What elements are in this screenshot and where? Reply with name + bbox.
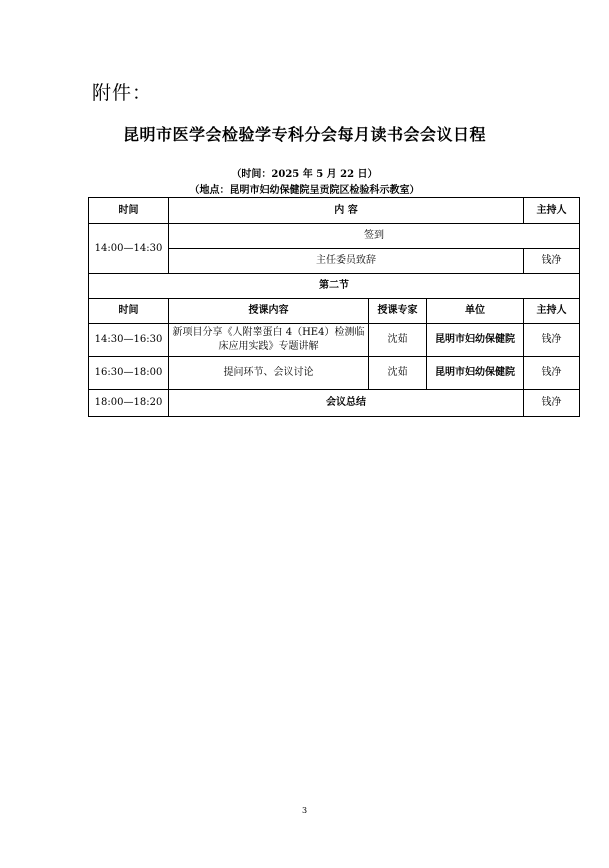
header2-content: 授课内容 xyxy=(169,299,369,324)
row-time: 16:30—18:00 xyxy=(89,357,169,390)
meeting-time: （时间：2025 年 5 月 22 日） xyxy=(231,169,378,180)
header2-host: 主持人 xyxy=(524,299,580,324)
row-content: 新项目分享《人附睾蛋白 4（HE4）检测临床应用实践》专题讲解 xyxy=(169,324,369,357)
header-time: 时间 xyxy=(89,198,169,224)
attachment-label: 附件： xyxy=(92,82,153,104)
section1-time: 14:00—14:30 xyxy=(89,224,169,274)
meeting-location: （地点：昆明市妇幼保健院呈贡院区检验科示教室） xyxy=(189,185,420,196)
table-header-row xyxy=(89,299,580,324)
page-number: 3 xyxy=(301,806,308,815)
signin-cell: 签到 xyxy=(169,224,580,249)
final-host: 钱净 xyxy=(524,390,580,417)
header2-unit: 单位 xyxy=(427,299,524,324)
row-content: 提问环节、会议讨论 xyxy=(169,357,369,390)
header-content: 内 容 xyxy=(169,198,524,224)
final-time: 18:00—18:20 xyxy=(89,390,169,417)
row-expert: 沈茹 xyxy=(369,324,427,357)
header2-expert: 授课专家 xyxy=(369,299,427,324)
final-content: 会议总结 xyxy=(169,390,524,417)
speech-host: 钱净 xyxy=(524,249,580,274)
table-row xyxy=(89,390,580,417)
section-title-row xyxy=(89,274,580,299)
table-row xyxy=(89,324,580,357)
row-time: 14:30—16:30 xyxy=(89,324,169,357)
table-row xyxy=(89,357,580,390)
row-host: 钱净 xyxy=(524,357,580,390)
row-expert: 沈茹 xyxy=(369,357,427,390)
row-unit: 昆明市妇幼保健院 xyxy=(427,357,524,390)
header-host: 主持人 xyxy=(524,198,580,224)
document-title: 昆明市医学会检验学专科分会每月读书会会议日程 xyxy=(122,125,486,144)
row-host: 钱净 xyxy=(524,324,580,357)
row-unit: 昆明市妇幼保健院 xyxy=(427,324,524,357)
schedule-table xyxy=(88,197,580,417)
table-row xyxy=(89,224,580,249)
table-header-row xyxy=(89,198,580,224)
section2-title: 第二节 xyxy=(89,274,580,299)
header2-time: 时间 xyxy=(89,299,169,324)
speech-cell: 主任委员致辞 xyxy=(169,249,524,274)
